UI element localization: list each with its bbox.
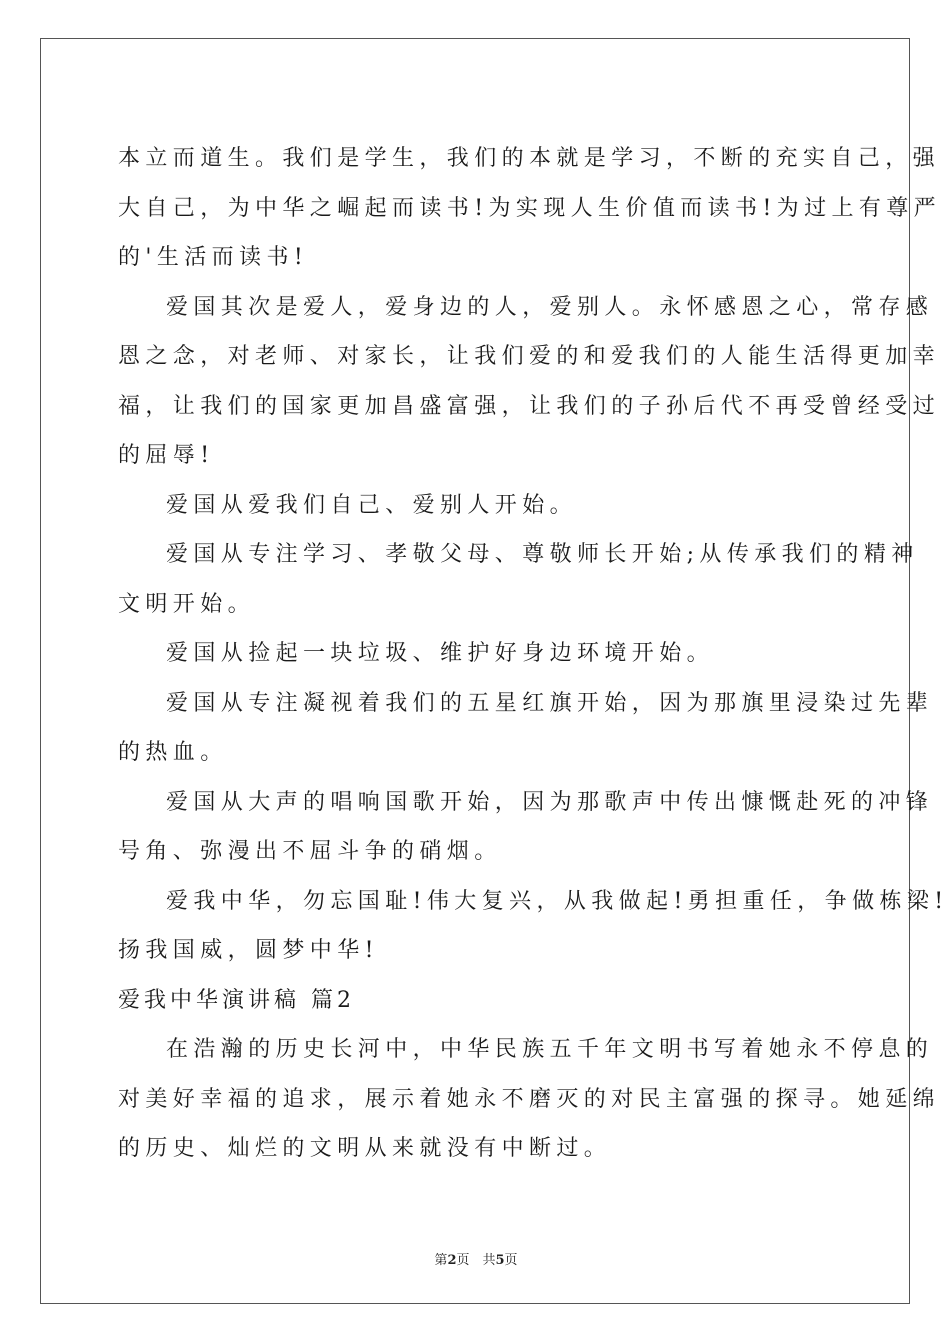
text-line: 的历史、灿烂的文明从来就没有中断过。 <box>118 1136 612 1161</box>
text-line: 对美好幸福的追求，展示着她永不磨灭的对民主富强的探寻。她延绵 <box>118 1086 941 1112</box>
text-line: 在浩瀚的历史长河中，中华民族五千年文明书写着她永不停息的 <box>166 1037 934 1062</box>
text-line: 的屈辱! <box>118 443 215 468</box>
document-page <box>40 38 949 1304</box>
section-heading: 爱我中华演讲稿 篇2 <box>118 987 355 1013</box>
text-line: 号角、弥漫出不屈斗争的硝烟。 <box>118 839 502 864</box>
text-line: 恩之念，对老师、对家长，让我们爱的和爱我们的人能生活得更加幸 <box>118 344 941 369</box>
total-page-number: 5 <box>495 1253 505 1268</box>
text-line: 福，让我们的国家更加昌盛富强，让我们的子孙后代不再受曾经受过 <box>118 393 941 419</box>
text-line: 爱我中华，勿忘国耻!伟大复兴，从我做起!勇担重任，争做栋梁! <box>166 888 949 914</box>
paragraph <box>118 679 934 778</box>
text-line: 爱国其次是爱人，爱身边的人，爱别人。永怀感恩之心，常存感 <box>166 294 934 320</box>
paragraph <box>118 530 919 629</box>
text-line: 的'生活而读书! <box>118 245 309 270</box>
text-line: 文明开始。 <box>118 591 256 617</box>
current-page-number: 2 <box>447 1253 457 1268</box>
paragraph <box>118 629 838 679</box>
paragraph <box>118 283 941 481</box>
text-line: 扬我国威，圆梦中华! <box>118 938 379 963</box>
text-line: 爱国从爱我们自己、爱别人开始。 <box>166 492 578 518</box>
paragraph <box>118 877 949 976</box>
text-line: 爱国从捡起一块垃圾、维护好身边环境开始。 <box>166 641 715 666</box>
footer-prefix: 第 <box>434 1253 448 1268</box>
document-body <box>118 134 949 1174</box>
text-line: 爱国从专注学习、孝敬父母、尊敬师长开始;从传承我们的精神 <box>166 542 919 567</box>
text-line: 的热血。 <box>118 740 228 765</box>
paragraph <box>118 134 942 283</box>
page-footer <box>41 1249 911 1268</box>
footer-mid: 页 共 <box>456 1253 496 1268</box>
text-line: 爱国从大声的唱响国歌开始，因为那歌声中传出慷慨赴死的冲锋 <box>166 789 934 815</box>
paragraph <box>118 481 838 531</box>
paragraph <box>118 1025 941 1174</box>
text-line: 大自己，为中华之崛起而读书!为实现人生价值而读书!为过上有尊严 <box>118 195 942 221</box>
text-line: 本立而道生。我们是学生，我们的本就是学习，不断的充实自己，强 <box>118 146 941 171</box>
text-line: 爱国从专注凝视着我们的五星红旗开始，因为那旗里浸染过先辈 <box>166 690 934 716</box>
footer-suffix: 页 <box>504 1253 518 1268</box>
paragraph <box>118 778 934 877</box>
